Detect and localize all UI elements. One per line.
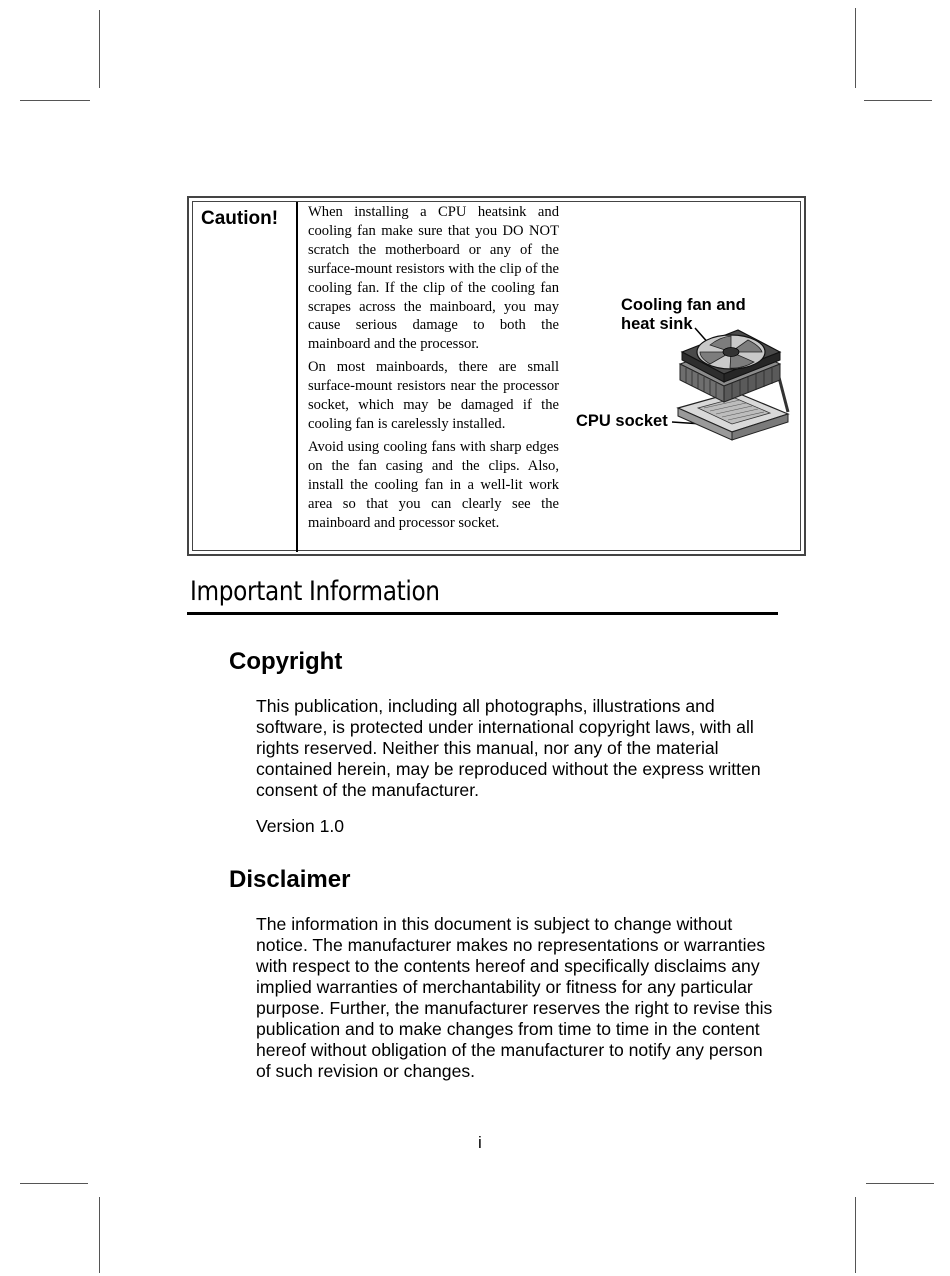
disclaimer-body: The information in this document is subject to change without notice. The manufacturer makes no representations or warranties with respect to the contents hereof and specifically disclaims any implied warranties of merchantability or fitness for any particular purpose. Further, the manufacturer reserves the right to revise this publication and to make changes from time to time in the content hereof without obligation of the manufacturer to notify any person of such revision or changes. — [256, 914, 773, 1081]
crop-mark — [99, 10, 100, 88]
caution-paragraph: When installing a CPU heatsink and cooling fan make sure that you DO NOT scratch the motherboard or any of the surface-mount resistors with the clip of the cooling fan. If the clip of the cooling fan scrapes across the mainboard, you may cause serious damage to both the mainboard and the processor. — [308, 204, 559, 353]
fan-heatsink-drawing — [570, 290, 800, 470]
copyright-heading: Copyright — [229, 648, 343, 675]
crop-mark — [855, 1197, 856, 1273]
crop-mark — [99, 1197, 100, 1273]
crop-mark — [866, 1183, 934, 1184]
fan-label: Cooling fan and heat sink — [621, 296, 746, 333]
caution-text — [308, 203, 559, 536]
crop-mark — [20, 100, 90, 101]
disclaimer-heading: Disclaimer — [229, 866, 351, 893]
crop-mark — [864, 100, 932, 101]
page-number: i — [478, 1133, 482, 1152]
caution-label: Caution! — [201, 208, 279, 229]
copyright-body: This publication, including all photographs, illustrations and software, is protected under international copyright laws, with all rights reserved. Neither this manual, nor any of the material contained herein, may be reproduced without the express written consent of the manufacturer. — [256, 696, 761, 800]
caution-paragraph: On most mainboards, there are small surface-mount resistors near the processor socket, which may be damaged if the cooling fan is carelessly installed. — [308, 359, 559, 432]
crop-mark — [855, 8, 856, 88]
cpu-fan-illustration — [570, 290, 800, 470]
caution-divider — [296, 202, 298, 552]
section-title: Important Information — [190, 576, 440, 607]
version-text: Version 1.0 — [256, 816, 345, 836]
caution-paragraph: Avoid using cooling fans with sharp edges on the fan casing and the clips. Also, install the cooling fan in a well-lit work area so that you can clearly see the mainboard and processor socket. — [308, 438, 559, 531]
socket-label: CPU socket — [576, 412, 668, 430]
section-rule — [187, 612, 778, 615]
crop-mark — [20, 1183, 88, 1184]
